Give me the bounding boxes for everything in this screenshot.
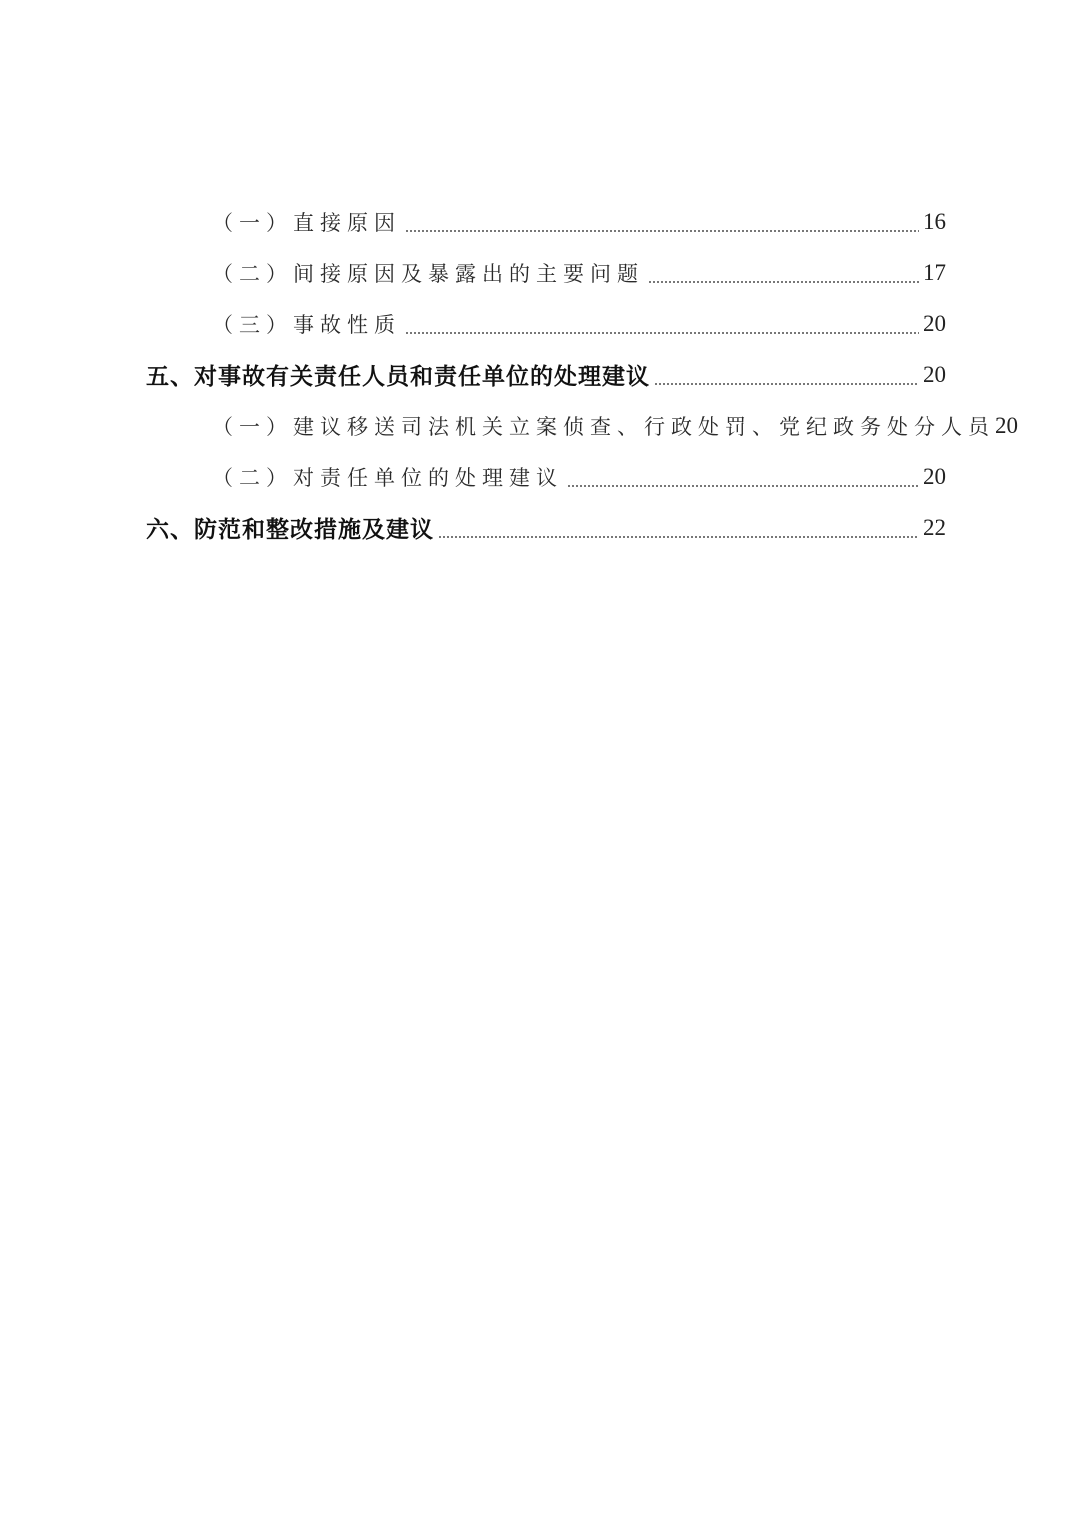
toc-entry-unit-handling[interactable] <box>0 451 1080 502</box>
toc-entry-section-five[interactable] <box>0 349 1080 400</box>
toc-entry-label: （一）建议移送司法机关立案侦查、行政处罚、党纪政务处分人员 <box>212 414 995 439</box>
toc-leader-dots <box>405 230 919 232</box>
toc-entry-label: 五、对事故有关责任人员和责任单位的处理建议 <box>146 364 650 390</box>
toc-entry-label: 六、防范和整改措施及建议 <box>146 517 434 543</box>
toc-leader-dots <box>438 536 919 538</box>
toc-entry-label: （三）事故性质 <box>212 312 401 337</box>
toc-leader-dots <box>654 383 919 385</box>
toc-page-number: 16 <box>923 208 946 234</box>
toc-entry-direct-cause[interactable] <box>0 196 1080 247</box>
toc-page-number: 20 <box>923 310 946 336</box>
toc-page-number: 17 <box>923 259 946 285</box>
toc-page-number: 22 <box>923 514 946 540</box>
toc-entry-personnel-handling[interactable] <box>0 400 1080 451</box>
toc-page-number: 20 <box>923 463 946 489</box>
table-of-contents <box>0 196 1080 553</box>
toc-leader-dots <box>648 281 919 283</box>
toc-entry-label: （一）直接原因 <box>212 210 401 235</box>
toc-page-number: 20 <box>923 361 946 387</box>
toc-entry-accident-nature[interactable] <box>0 298 1080 349</box>
toc-entry-indirect-cause[interactable] <box>0 247 1080 298</box>
toc-page-number: 20 <box>995 412 1018 438</box>
toc-entry-label: （二）对责任单位的处理建议 <box>212 465 563 490</box>
toc-leader-dots <box>567 485 919 487</box>
toc-leader-dots <box>405 332 919 334</box>
toc-entry-section-six[interactable] <box>0 502 1080 553</box>
toc-entry-label: （二）间接原因及暴露出的主要问题 <box>212 261 644 286</box>
